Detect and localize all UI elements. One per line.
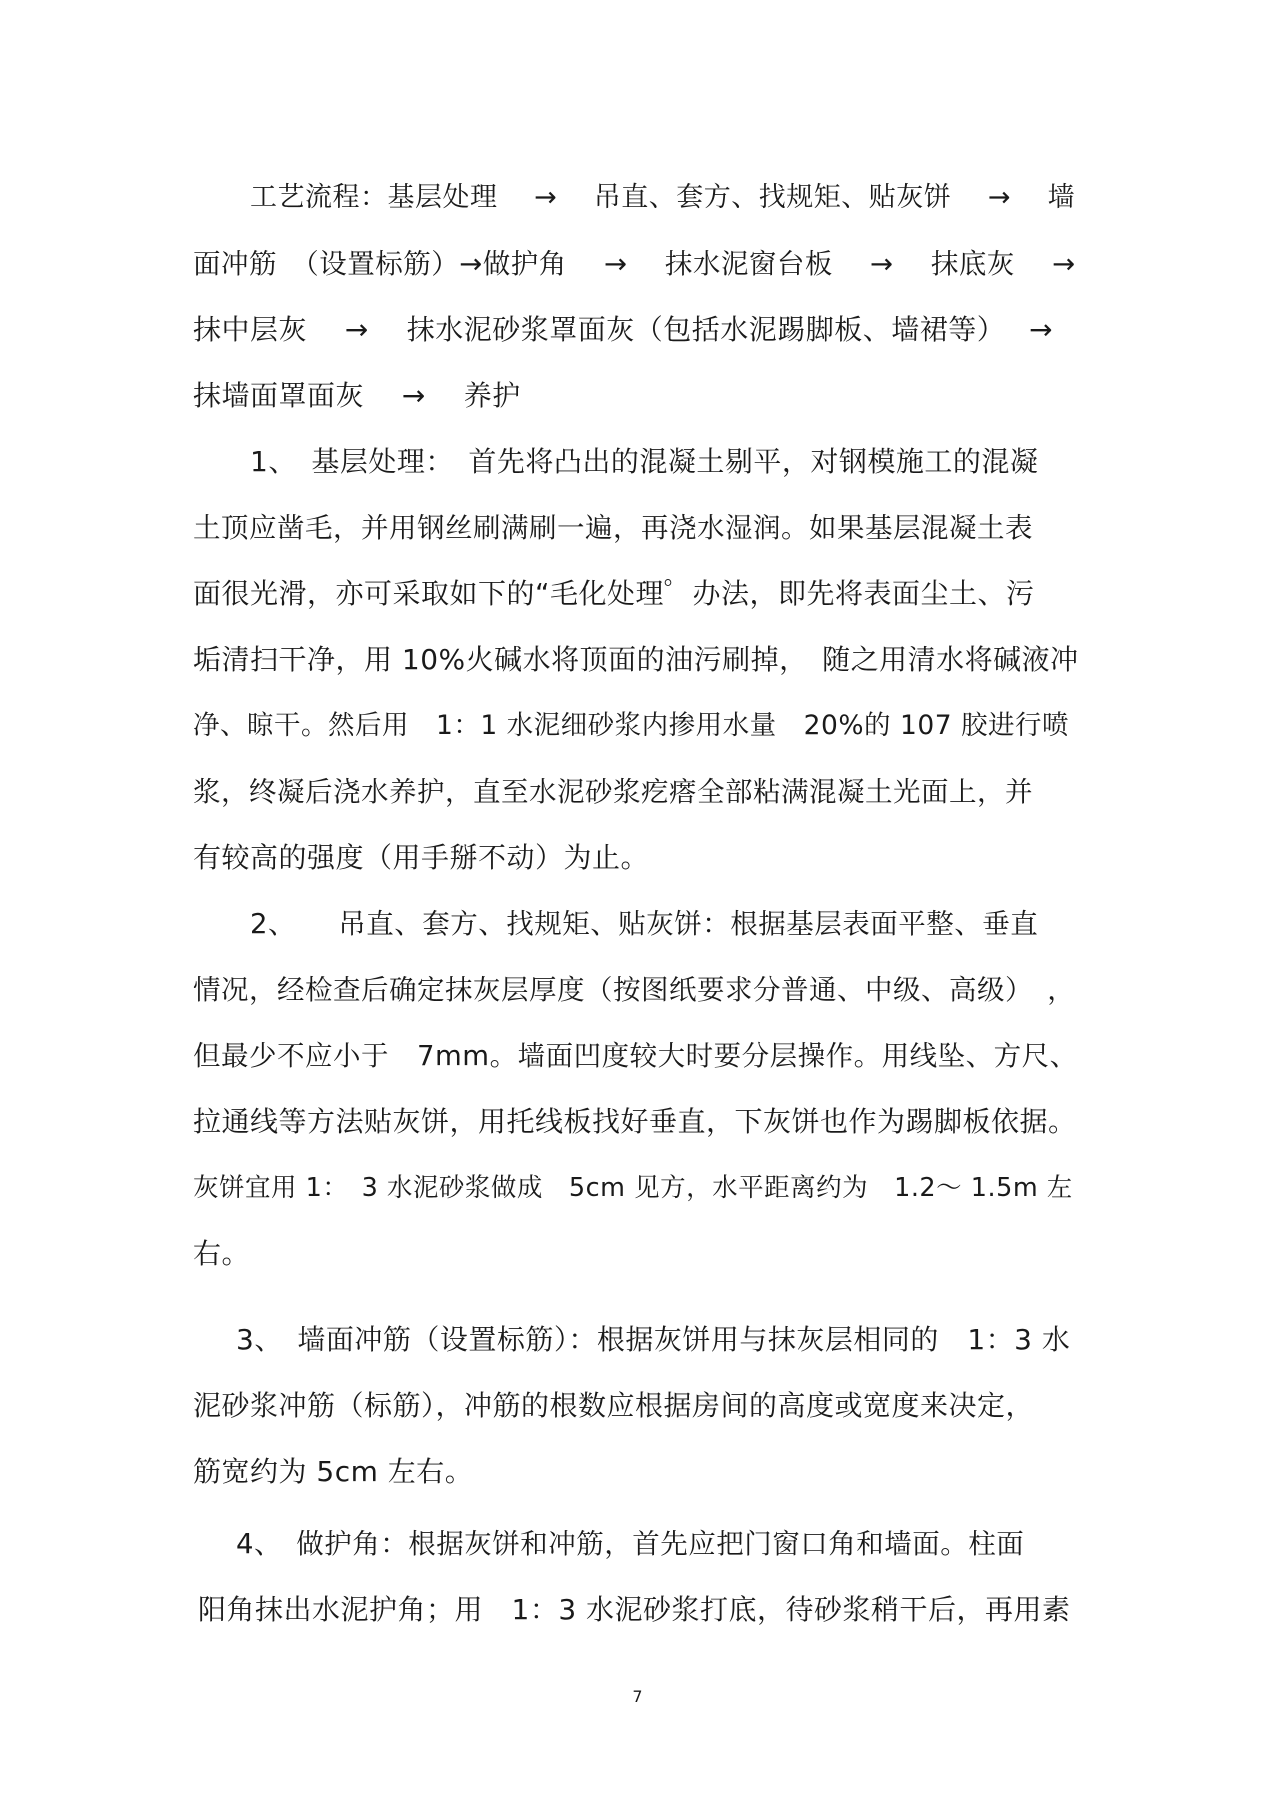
text-line-14: 但最少不应小于 7mm。墙面凹度较大时要分层操作。用线坠、方尺、 <box>193 1040 1078 1072</box>
page-number: 7 <box>632 1687 643 1706</box>
text-line-12: 2、 吊直、套方、找规矩、贴灰饼：根据基层表面平整、垂直 <box>250 908 1039 940</box>
text-line-13: 情况，经检查后确定抹灰层厚度（按图纸要求分普通、中级、高级） ， <box>193 974 1076 1006</box>
text-line-1: 工艺流程：基层处理 → 吊直、套方、找规矩、贴灰饼 → 墙 <box>250 182 1076 213</box>
text-line-6: 土顶应凿毛，并用钢丝刷满刷一遍，再浇水湿润。如果基层混凝土表 <box>193 512 1033 544</box>
text-line-22: 阳角抹出水泥护角；用 1：3 水泥砂浆打底，待砂浆稍干后，再用素 <box>198 1593 1071 1626</box>
text-line-20: 筋宽约为 5cm 左右。 <box>193 1455 474 1488</box>
text-line-16: 灰饼宜用 1： 3 水泥砂浆做成 5cm 见方，水平距离约为 1.2～ 1.5m 左 <box>193 1173 1073 1203</box>
text-line-9: 净、晾干。然后用 1：1 水泥细砂浆内掺用水量 20%的 107 胶进行喷 <box>193 710 1069 741</box>
text-line-15: 拉通线等方法贴灰饼，用托线板找好垂直，下灰饼也作为踢脚板依据。 <box>193 1105 1077 1138</box>
text-line-18: 3、 墙面冲筋（设置标筋）：根据灰饼用与抹灰层相同的 1：3 水 <box>236 1323 1071 1356</box>
text-line-4: 抹墙面罩面灰 → 养护 <box>193 379 521 412</box>
text-line-7: 面很光滑，亦可采取如下的“毛化处理゜办法，即先将表面尘土、污 <box>193 577 1035 610</box>
text-line-2: 面冲筋 （设置标筋）→做护角 → 抹水泥窗台板 → 抹底灰 → <box>193 248 1076 280</box>
text-line-17: 右。 <box>193 1237 251 1270</box>
text-line-10: 浆，终凝后浇水养护，直至水泥砂浆疙瘩全部粘满混凝土光面上，并 <box>193 776 1033 808</box>
text-line-19: 泥砂浆冲筋（标筋），冲筋的根数应根据房间的高度或宽度来决定， <box>193 1389 1035 1422</box>
text-line-8: 垢清扫干净，用 10%火碱水将顶面的油污刷掉， 随之用清水将碱液冲 <box>193 643 1079 676</box>
text-line-5: 1、 基层处理： 首先将凸出的混凝土剔平，对钢模施工的混凝 <box>250 445 1039 478</box>
text-line-11: 有较高的强度（用手掰不动）为止。 <box>193 841 650 874</box>
text-line-3: 抹中层灰 → 抹水泥砂浆罩面灰（包括水泥踢脚板、墙裙等） → <box>193 313 1054 346</box>
text-line-21: 4、 做护角：根据灰饼和冲筋，首先应把门窗口角和墙面。柱面 <box>236 1528 1025 1560</box>
